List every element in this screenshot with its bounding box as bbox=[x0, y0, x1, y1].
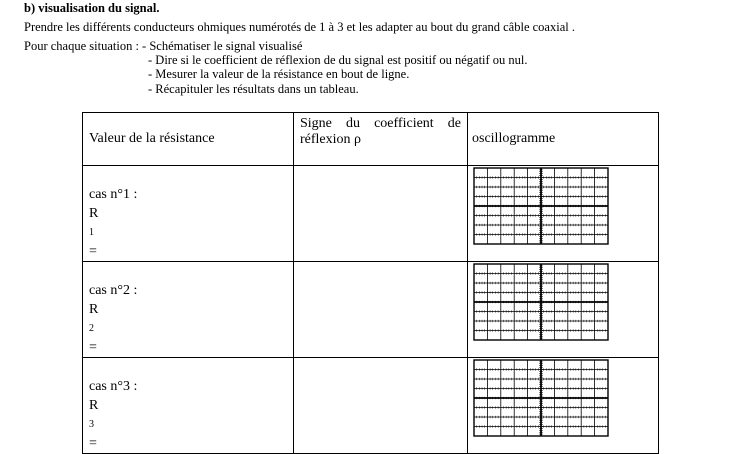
header-oscillogram-label: oscillogramme bbox=[472, 131, 556, 146]
intro-text: Prendre les différents conducteurs ohmiques numérotés de 1 à 3 et les adapter au bout du grand câble coaxial . bbox=[24, 20, 575, 34]
oscilloscope-grid bbox=[473, 359, 609, 437]
instruction-item: - Dire si le coefficient de réflexion de du signal est positif ou négatif ou nul. bbox=[148, 53, 528, 67]
case-label: cas n°2 : bbox=[89, 283, 138, 298]
resistance-line bbox=[89, 396, 293, 453]
instructions-lead-label: Pour chaque situation : - bbox=[24, 39, 150, 53]
section-heading: b) visualisation du signal. bbox=[24, 1, 160, 15]
resistance-index: 2 bbox=[89, 323, 94, 334]
header-sign-line1: Signe du coefficient de bbox=[300, 116, 461, 131]
resistance-symbol: R bbox=[89, 302, 99, 317]
instructions-lead bbox=[24, 39, 302, 54]
header-oscillogram bbox=[468, 113, 659, 166]
case-cell bbox=[83, 166, 294, 262]
table-row bbox=[83, 262, 659, 358]
case-cell bbox=[83, 262, 294, 358]
resistance-equals: = bbox=[89, 436, 97, 451]
header-resistance bbox=[83, 113, 294, 166]
header-resistance-label: Valeur de la résistance bbox=[89, 131, 215, 146]
oscillogram-cell bbox=[468, 358, 659, 454]
oscillogram-cell bbox=[468, 166, 659, 262]
instruction-item: - Récapituler les résultats dans un tableau. bbox=[148, 82, 359, 96]
oscillogram-cell bbox=[468, 262, 659, 358]
case-cell bbox=[83, 358, 294, 454]
table-header-row bbox=[83, 113, 659, 166]
header-reflection-sign bbox=[294, 113, 468, 166]
resistance-symbol: R bbox=[89, 206, 99, 221]
resistance-equals: = bbox=[89, 244, 97, 259]
resistance-symbol: R bbox=[89, 398, 99, 413]
header-sign-line2: réflexion ρ bbox=[300, 132, 362, 147]
instruction-item: - Mesurer la valeur de la résistance en bout de ligne. bbox=[148, 67, 410, 81]
oscilloscope-grid bbox=[473, 167, 609, 245]
reflection-sign-cell[interactable] bbox=[294, 166, 468, 262]
resistance-equals: = bbox=[89, 340, 97, 355]
oscilloscope-grid bbox=[473, 263, 609, 341]
case-label: cas n°3 : bbox=[89, 379, 138, 394]
reflection-sign-cell[interactable] bbox=[294, 358, 468, 454]
resistance-line bbox=[89, 300, 293, 357]
instruction-item: Schématiser le signal visualisé bbox=[149, 39, 303, 53]
resistance-index: 1 bbox=[89, 227, 94, 238]
case-label: cas n°1 : bbox=[89, 187, 138, 202]
table-row bbox=[83, 358, 659, 454]
resistance-line bbox=[89, 204, 293, 261]
table-row bbox=[83, 166, 659, 262]
resistance-index: 3 bbox=[89, 419, 94, 430]
results-table bbox=[82, 112, 659, 454]
reflection-sign-cell[interactable] bbox=[294, 262, 468, 358]
